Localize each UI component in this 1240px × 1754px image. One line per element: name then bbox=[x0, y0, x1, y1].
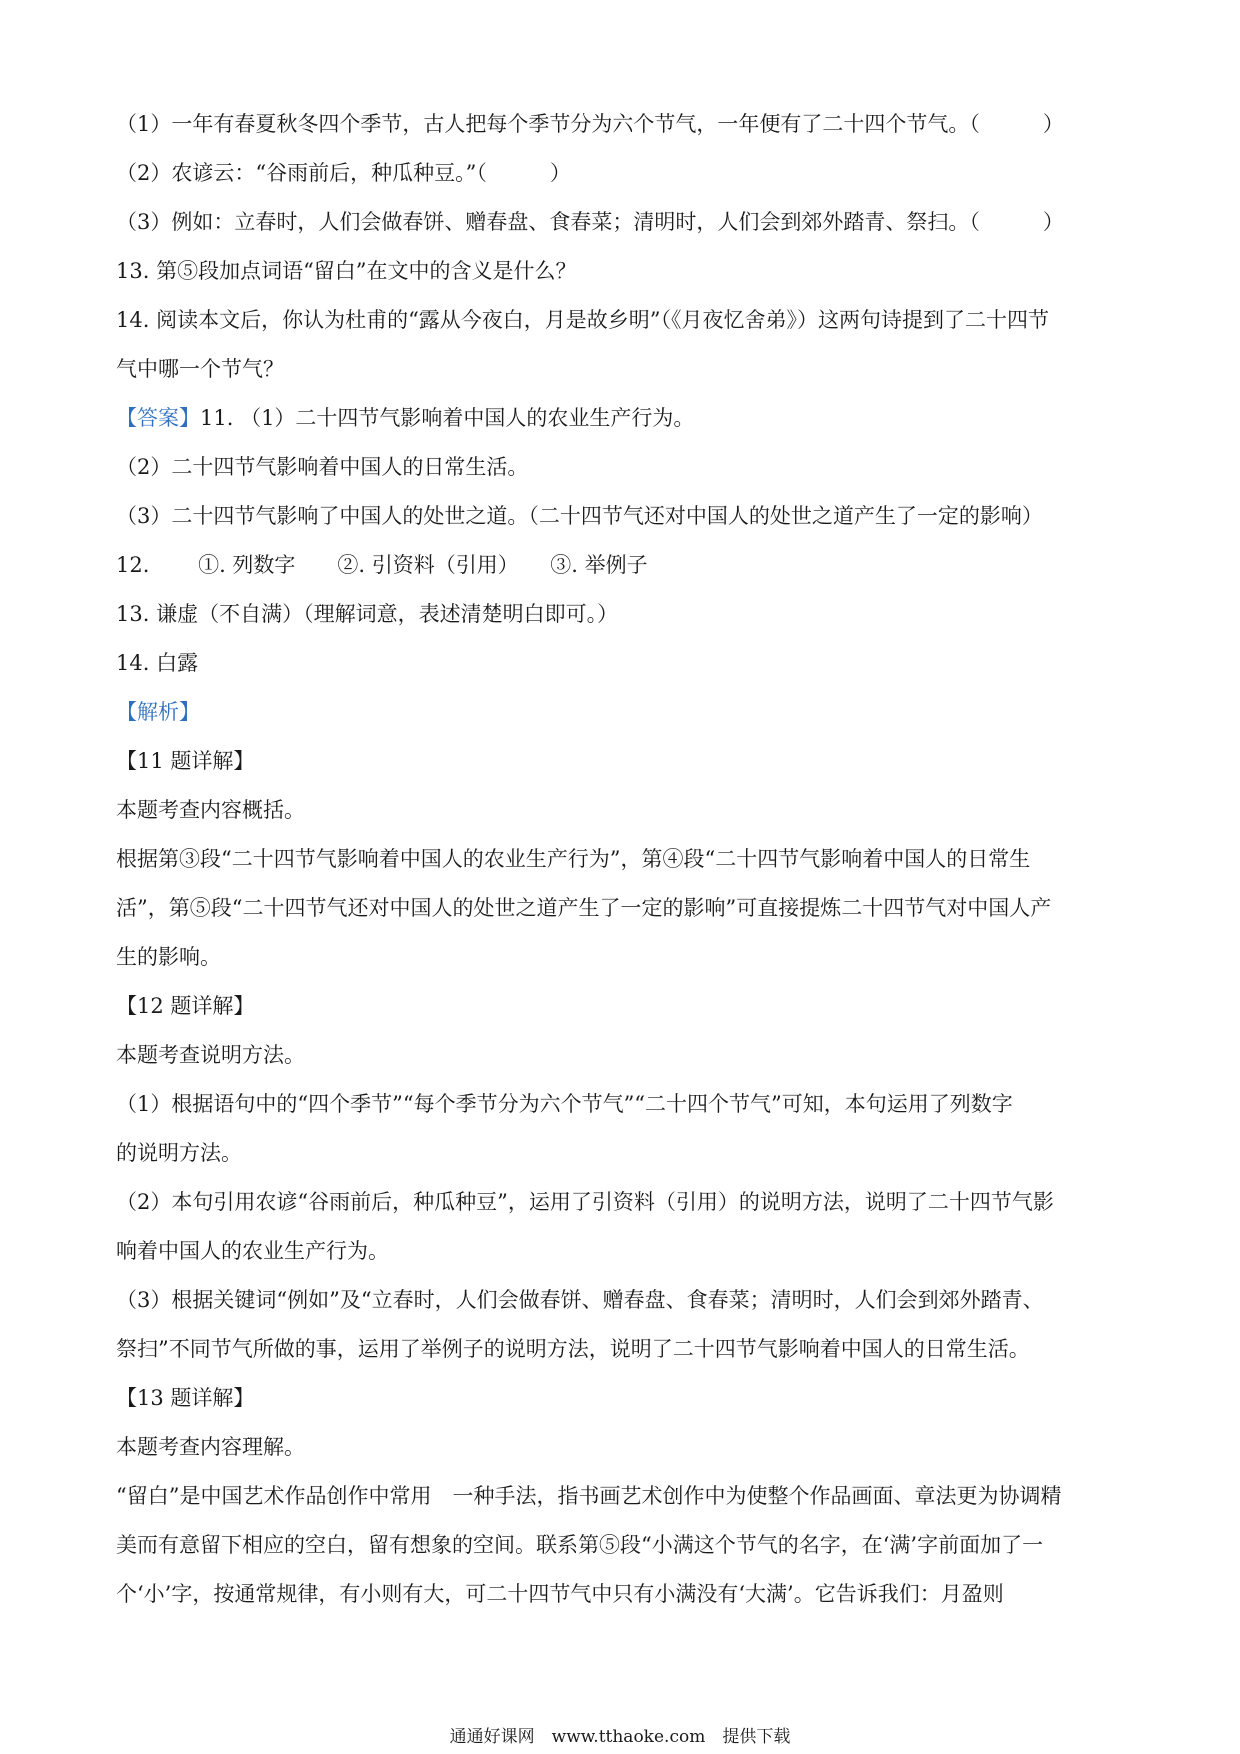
detail-12-line-6: （3）根据关键词“例如”及“立春时，人们会做春饼、赠春盘、食春菜；清明时，人们会到郊外踏青、 bbox=[116, 1288, 1044, 1312]
answer-11-part-1: 11. （1）二十四节气影响着中国人的农业生产行为。 bbox=[200, 406, 695, 430]
answer-tag: 【答案】 bbox=[116, 406, 200, 430]
question-12-item-3: （3）例如：立春时，人们会做春饼、赠春盘、食春菜；清明时，人们会到郊外踏青、祭扫。（ ） bbox=[116, 210, 1064, 234]
detail-13-line-1: 本题考查内容理解。 bbox=[116, 1435, 305, 1459]
detail-13-line-4: 个‘小’字，按通常规律，有小则有大，可二十四节气中只有小满没有‘大满’。它告诉我们：月盈则 bbox=[116, 1582, 1004, 1606]
page-footer: 通通好课网 www.tthaoke.com 提供下载 bbox=[449, 1727, 791, 1747]
detail-12-line-1: 本题考查说明方法。 bbox=[116, 1043, 305, 1067]
detail-12-line-4: （2）本句引用农谚“谷雨前后，种瓜种豆”，运用了引资料（引用）的说明方法，说明了二十四节气影 bbox=[116, 1190, 1054, 1214]
detail-13-line-3: 美而有意留下相应的空白，留有想象的空间。联系第⑤段“小满这个节气的名字，在‘满’字前面加了一 bbox=[116, 1533, 1044, 1557]
detail-12-line-3: 的说明方法。 bbox=[116, 1141, 242, 1165]
answer-11-part-3: （3）二十四节气影响了中国人的处世之道。（二十四节气还对中国人的处世之道产生了一定的影响） bbox=[116, 504, 1043, 528]
analysis-heading bbox=[116, 688, 1136, 737]
analysis-tag: 【解析】 bbox=[116, 700, 200, 724]
detail-13-heading: 【13 题详解】 bbox=[116, 1386, 255, 1410]
question-14: 14. 阅读本文后，你认为杜甫的“露从今夜白，月是故乡明”（《月夜忆舍弟》）这两句诗提到了二十四节 bbox=[116, 308, 1050, 332]
answer-12: 12. ①. 列数字 ②. 引资料（引用） ③. 举例子 bbox=[116, 553, 648, 577]
question-12-item-2: （2）农谚云：“谷雨前后，种瓜种豆。”（ ） bbox=[116, 161, 571, 185]
answer-13: 13. 谦虚（不自满）（理解词意，表述清楚明白即可。） bbox=[116, 602, 619, 626]
detail-12-line-7: 祭扫”不同节气所做的事，运用了举例子的说明方法，说明了二十四节气影响着中国人的日常生活。 bbox=[116, 1337, 1030, 1361]
detail-11-line-3: 活”，第⑤段“二十四节气还对中国人的处世之道产生了一定的影响”可直接提炼二十四节气对中国人产 bbox=[116, 896, 1052, 920]
detail-11-line-2: 根据第③段“二十四节气影响着中国人的农业生产行为”，第④段“二十四节气影响着中国人的日常生 bbox=[116, 847, 1031, 871]
detail-13-line-2: “留白”是中国艺术作品创作中常用 一种手法，指书画艺术创作中为使整个作品画面、章法更为协调精 bbox=[116, 1484, 1062, 1508]
answer-heading bbox=[116, 394, 1136, 443]
detail-11-heading: 【11 题详解】 bbox=[116, 749, 255, 773]
detail-11-line-4: 生的影响。 bbox=[116, 945, 221, 969]
document-body bbox=[116, 100, 1136, 1619]
detail-11-line-1: 本题考查内容概括。 bbox=[116, 798, 305, 822]
detail-12-line-5: 响着中国人的农业生产行为。 bbox=[116, 1239, 389, 1263]
detail-12-heading: 【12 题详解】 bbox=[116, 994, 255, 1018]
detail-12-line-2: （1）根据语句中的“四个季节”“每个季节分为六个节气”“二十四个节气”可知，本句运用了列数字 bbox=[116, 1092, 1013, 1116]
answer-14: 14. 白露 bbox=[116, 651, 199, 675]
question-13: 13. 第⑤段加点词语“留白”在文中的含义是什么？ bbox=[116, 259, 577, 283]
answer-11-part-2: （2）二十四节气影响着中国人的日常生活。 bbox=[116, 455, 529, 479]
question-12-item-1: （1）一年有春夏秋冬四个季节，古人把每个季节分为六个节气，一年便有了二十四个节气。（ ） bbox=[116, 112, 1064, 136]
question-14-continued: 气中哪一个节气？ bbox=[116, 357, 284, 381]
